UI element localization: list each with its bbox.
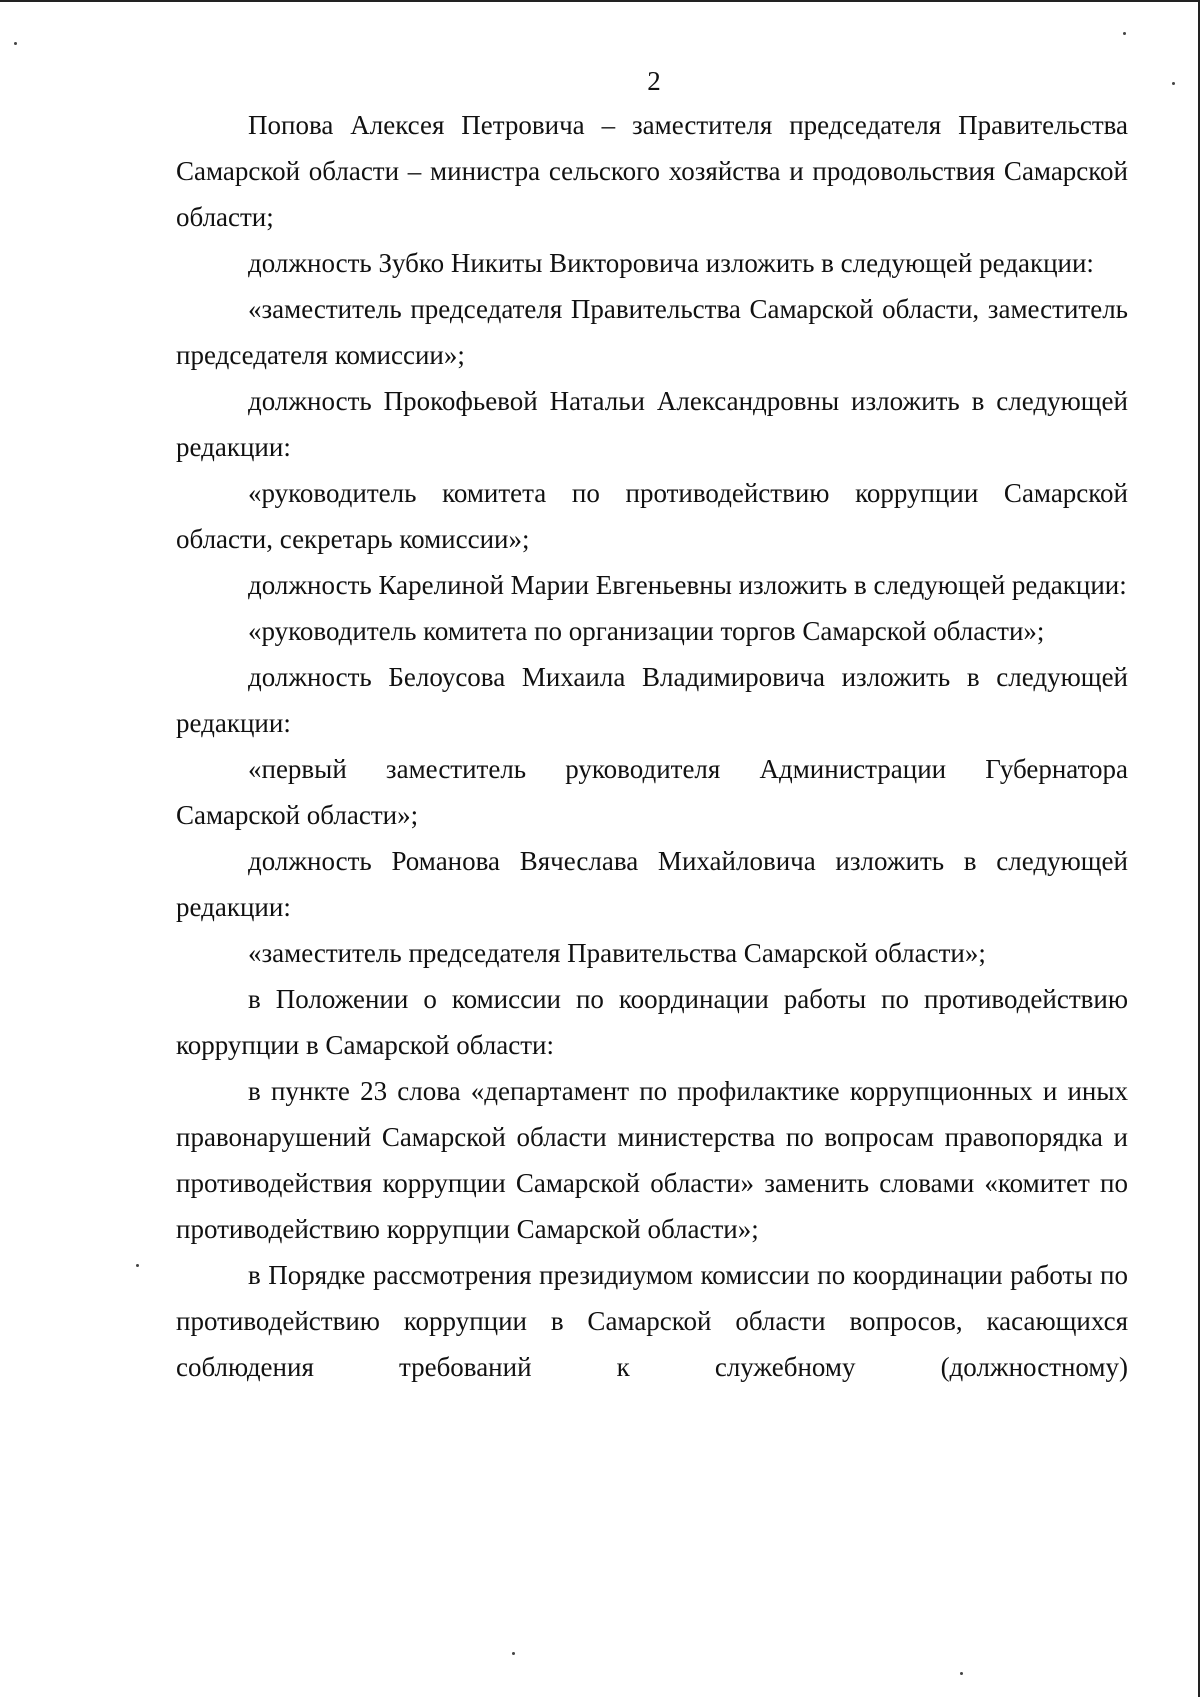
paragraph: «заместитель председателя Правительства Самарской области, заместитель председателя комиссии»; <box>176 294 1128 370</box>
scan-speck <box>512 1652 515 1655</box>
page-number: 2 <box>647 66 661 96</box>
paragraph: Попова Алексея Петровича – заместителя председателя Правительства Самарской области – министра сельского хозяйства и продовольствия Самарской области; <box>176 110 1128 232</box>
paragraph: «руководитель комитета по противодействию коррупции Самарской области, секретарь комиссии»; <box>176 478 1128 554</box>
scan-speck <box>136 1264 139 1267</box>
scan-speck <box>1172 82 1175 85</box>
paragraph: должность Прокофьевой Натальи Александровны изложить в следующей редакции: <box>176 386 1128 462</box>
paragraph: «заместитель председателя Правительства Самарской области»; <box>248 938 986 968</box>
scan-speck <box>14 42 17 45</box>
scan-speck <box>1123 32 1126 35</box>
paragraph: в Положении о комиссии по координации работы по противодействию коррупции в Самарской области: <box>176 984 1128 1060</box>
paragraph: «руководитель комитета по организации торгов Самарской области»; <box>248 616 1045 646</box>
paragraph: должность Белоусова Михаила Владимировича изложить в следующей редакции: <box>176 662 1128 738</box>
paragraph: «первый заместитель руководителя Администрации Губернатора Самарской области»; <box>176 754 1128 830</box>
paragraph: в Порядке рассмотрения президиумом комиссии по координации работы по противодействию коррупции в Самарской области вопросов, касающихся соблюдения требований к служебному (должностному) <box>176 1260 1128 1382</box>
paragraph: в пункте 23 слова «департамент по профилактике коррупционных и иных правонарушений Самарской области министерства по вопросам правопорядка и противодействия коррупции Самарской области» заменить словами «комитет по противодействию коррупции Самарской области»; <box>176 1076 1128 1244</box>
paragraph: должность Романова Вячеслава Михайловича изложить в следующей редакции: <box>176 846 1128 922</box>
paragraph: должность Зубко Никиты Викторовича изложить в следующей редакции: <box>248 248 1094 278</box>
document-body <box>176 102 1128 1390</box>
paragraph: должность Карелиной Марии Евгеньевны изложить в следующей редакции: <box>248 570 1127 600</box>
scan-speck <box>960 1672 963 1675</box>
